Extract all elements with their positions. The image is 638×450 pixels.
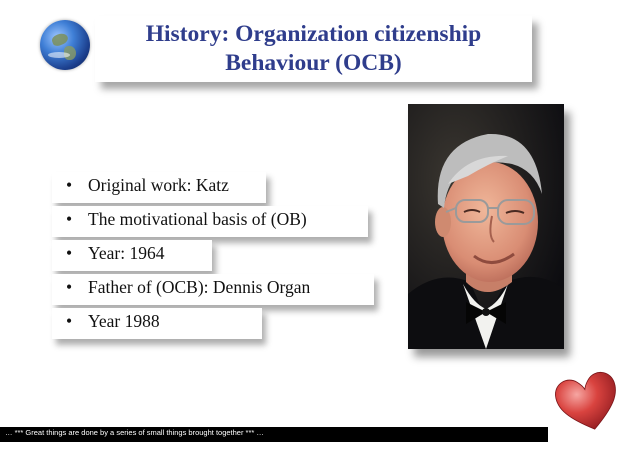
footer-bar: [0, 427, 548, 442]
bullet-item: • Year: 1964: [44, 240, 374, 271]
portrait-photo: [408, 104, 564, 349]
footer-quote: … *** Great things are done by a series of small things brought together *** …: [5, 428, 264, 437]
bullet-item: • Year 1988: [44, 308, 374, 339]
title-line-1: History: Organization citizenship: [145, 21, 482, 47]
bullet-text: Father of (OCB): Dennis Organ: [88, 277, 311, 297]
title-line-2: Behaviour (OCB): [225, 50, 402, 76]
heart-icon: [552, 366, 624, 438]
bullet-list: [44, 172, 374, 342]
bullet-item: • The motivational basis of (OB): [44, 206, 374, 237]
globe-icon: [40, 20, 90, 70]
bullet-text: The motivational basis of (OB): [88, 209, 307, 229]
bullet-text: Original work: Katz: [88, 175, 229, 195]
bullet-text: Year: 1964: [88, 243, 165, 263]
bullet-item: • Father of (OCB): Dennis Organ: [44, 274, 374, 305]
bullet-item: • Original work: Katz: [44, 172, 374, 203]
slide-title: [95, 16, 532, 82]
bullet-text: Year 1988: [88, 311, 160, 331]
